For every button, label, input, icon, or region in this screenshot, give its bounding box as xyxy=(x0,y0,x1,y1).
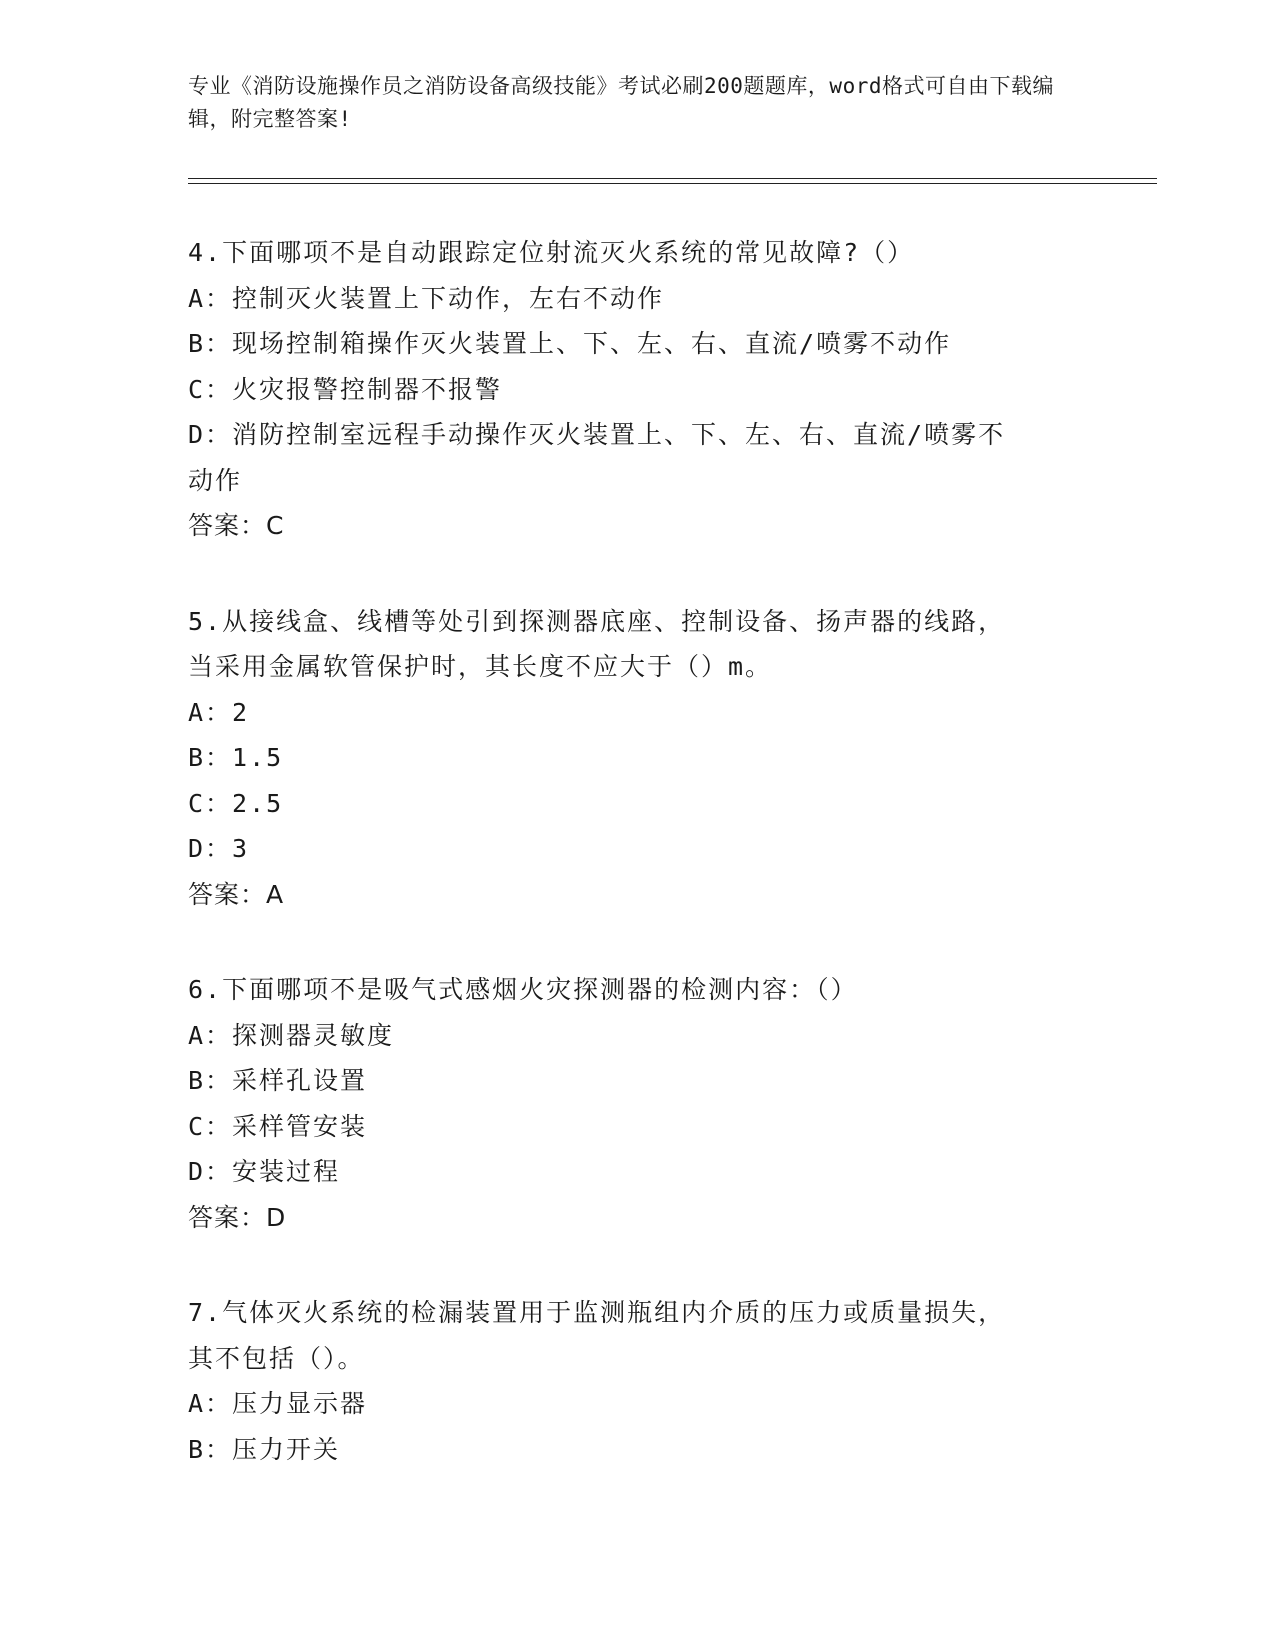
answer-option: A：压力显示器 xyxy=(188,1389,368,1418)
question-block xyxy=(188,967,1088,1240)
answer-option: A：2 xyxy=(188,697,250,727)
answer-option: B：采样孔设置 xyxy=(188,1066,368,1095)
question-stem: 其不包括（）。 xyxy=(188,1343,365,1373)
answer-option: 动作 xyxy=(188,465,243,495)
question-stem: 6.下面哪项不是吸气式感烟火灾探测器的检测内容：（） xyxy=(188,975,858,1004)
header-divider-top xyxy=(188,178,1157,179)
question-stem: 5.从接线盒、线槽等处引到探测器底座、控制设备、扬声器的线路， xyxy=(188,606,1006,636)
correct-answer: 答案：A xyxy=(188,879,285,909)
document-header: 专业《消防设施操作员之消防设备高级技能》考试必刷200题题库，word格式可自由下载编辑，附完整答案! xyxy=(188,74,1054,131)
question-block xyxy=(188,230,1088,549)
answer-option: A：控制灭火装置上下动作，左右不动作 xyxy=(188,283,665,313)
answer-option: D：消防控制室远程手动操作灭火装置上、下、左、右、直流/喷雾不 xyxy=(188,420,1006,449)
answer-option: B：1.5 xyxy=(188,743,284,772)
answer-option: A：探测器灵敏度 xyxy=(188,1020,395,1050)
answer-option: C：火灾报警控制器不报警 xyxy=(188,374,503,404)
question-stem: 7.气体灭火系统的检漏装置用于监测瓶组内介质的压力或质量损失， xyxy=(188,1298,1006,1327)
question-block xyxy=(188,599,1088,918)
question-block xyxy=(188,1290,1088,1472)
question-stem: 当采用金属软管保护时，其长度不应大于（）m。 xyxy=(188,652,773,681)
answer-option: B：现场控制箱操作灭火装置上、下、左、右、直流/喷雾不动作 xyxy=(188,329,952,358)
question-list xyxy=(188,230,1088,1522)
answer-option: D：3 xyxy=(188,834,250,863)
answer-option: C：采样管安装 xyxy=(188,1111,368,1141)
correct-answer: 答案：D xyxy=(188,1202,287,1232)
answer-option: B：压力开关 xyxy=(188,1434,341,1464)
answer-option: D：安装过程 xyxy=(188,1157,341,1186)
correct-answer: 答案：C xyxy=(188,511,285,540)
answer-option: C：2.5 xyxy=(188,788,284,818)
question-stem: 4.下面哪项不是自动跟踪定位射流灭火系统的常见故障?（） xyxy=(188,238,915,267)
header-divider-bottom xyxy=(188,183,1157,184)
